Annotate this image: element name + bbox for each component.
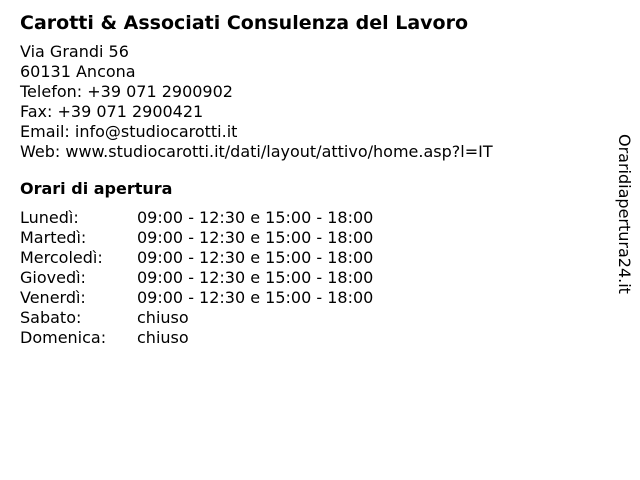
opening-hours-table (20, 208, 600, 348)
email-address: Email: info@studiocarotti.it (20, 122, 238, 141)
opening-hours-title: Orari di apertura (20, 179, 173, 198)
hours-row (20, 308, 600, 328)
day-label: Mercoledì: (20, 248, 103, 267)
business-card (20, 10, 600, 348)
company-name: Carotti & Associati Consulenza del Lavoro (20, 12, 469, 34)
address-city: 60131 Ancona (20, 62, 136, 81)
hours-row (20, 288, 600, 308)
hours-value: 09:00 - 12:30 e 15:00 - 18:00 (137, 228, 374, 247)
phone-number: Telefon: +39 071 2900902 (20, 82, 233, 101)
contact-info (20, 42, 600, 162)
hours-value: 09:00 - 12:30 e 15:00 - 18:00 (137, 248, 374, 267)
hours-value: chiuso (137, 328, 189, 347)
day-label: Lunedì: (20, 208, 79, 227)
day-label: Giovedì: (20, 268, 86, 287)
address-street: Via Grandi 56 (20, 42, 129, 61)
hours-row (20, 248, 600, 268)
hours-row (20, 328, 600, 348)
hours-value: 09:00 - 12:30 e 15:00 - 18:00 (137, 268, 374, 287)
day-label: Martedì: (20, 228, 87, 247)
website-url: Web: www.studiocarotti.it/dati/layout/attivo/home.asp?l=IT (20, 142, 493, 161)
hours-row (20, 228, 600, 248)
hours-value: 09:00 - 12:30 e 15:00 - 18:00 (137, 208, 374, 227)
hours-value: chiuso (137, 308, 189, 327)
hours-value: 09:00 - 12:30 e 15:00 - 18:00 (137, 288, 374, 307)
day-label: Venerdì: (20, 288, 86, 307)
day-label: Domenica: (20, 328, 107, 347)
site-watermark: Oraridiapertura24.it (615, 134, 634, 294)
fax-number: Fax: +39 071 2900421 (20, 102, 204, 121)
hours-row (20, 268, 600, 288)
hours-row (20, 208, 600, 228)
day-label: Sabato: (20, 308, 82, 327)
